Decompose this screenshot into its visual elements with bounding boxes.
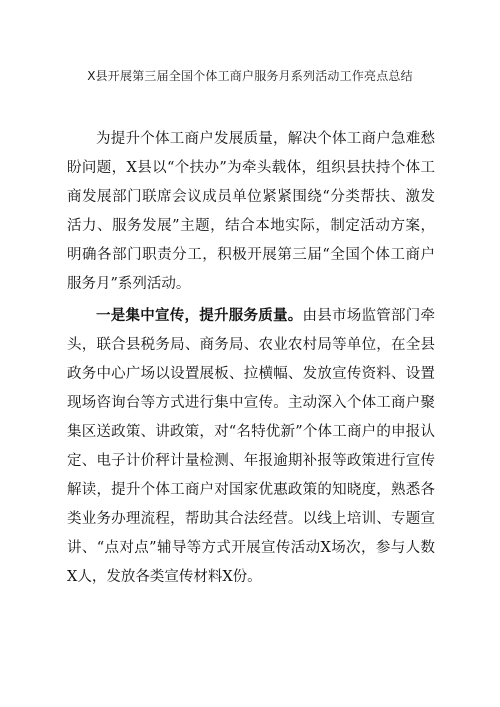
paragraph-lead: 一是集中宣传，提升服务质量。 bbox=[96, 307, 303, 325]
document-title: X县开展第三届全国个体工商户服务月系列活动工作亮点总结 bbox=[87, 69, 413, 83]
document-body bbox=[67, 125, 435, 592]
paragraph-centralized-publicity bbox=[67, 302, 435, 591]
paragraph-intro bbox=[67, 125, 435, 298]
paragraph-text: 由县市场监管部门牵头，联合县税务局、商务局、农业农村局等单位，在全县政务中心广场以设置展板、拉横幅、发放宣传资料、设置现场咨询台等方式进行集中宣传。主动深入个体工商户聚集区送政策、讲政策，对“名特优新”个体工商户的申报认定、电子计价秤计量检测、年报逾期补报等政策进行宣传解读，提升个体工商户对国家优惠政策的知晓度，熟悉各类业务办理流程，帮助其合法经营。以线上培训、专题宣讲、“点对点”辅导等方式开展宣传活动X场次，参与人数X人，发放各类宣传材料X份。 bbox=[67, 308, 435, 585]
paragraph-text: 为提升个体工商户发展质量，解决个体工商户急难愁盼问题，X县以“个扶办”为牵头载体，组织县扶持个体工商发展部门联席会议成员单位紧紧围绕“分类帮扶、激发活力、服务发展”主题，结合本地实际，制定活动方案，明确各部门职责分工，积极开展第三届“全国个体工商户服务月”系列活动。 bbox=[67, 131, 435, 292]
